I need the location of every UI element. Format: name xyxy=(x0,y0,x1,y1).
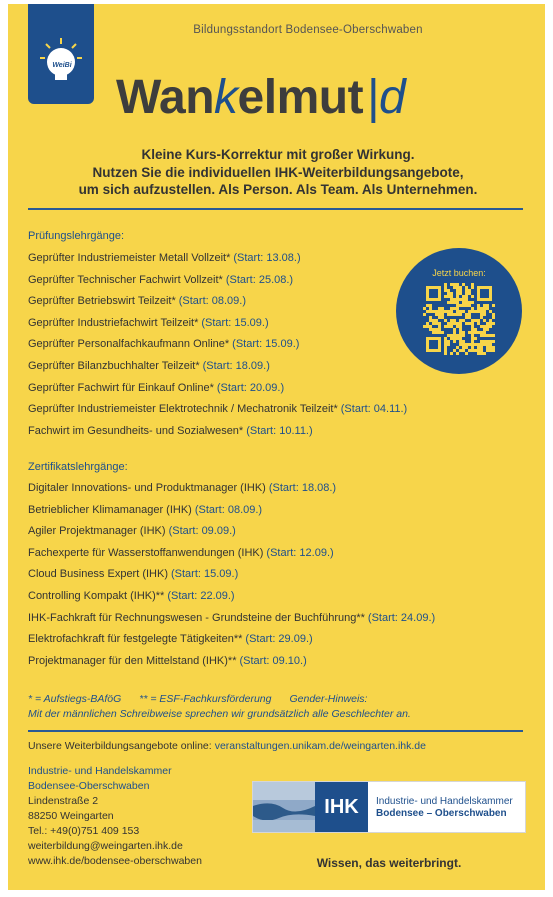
course-start-date: (Start: 18.08.) xyxy=(268,482,337,494)
title-part-2: k xyxy=(214,71,238,124)
course-name: Projektmanager für den Mittelstand (IHK)** xyxy=(28,654,237,667)
course-name: IHK-Fachkraft für Rechnungswesen - Grundsteine der Buchführung** xyxy=(28,611,365,624)
course-item xyxy=(28,612,435,624)
ihk-logo-line: Bodensee – Oberschwaben xyxy=(376,808,507,819)
course-start-date: (Start: 15.09.) xyxy=(171,568,239,581)
title-part-1: Wan xyxy=(116,71,215,124)
course-name: Fachexperte für Wasserstoffanwendungen (IHK) xyxy=(28,546,264,559)
course-name: Betrieblicher Klimamanager (IHK) xyxy=(28,503,192,516)
course-start-date: (Start: 18.09.) xyxy=(202,360,270,372)
course-item xyxy=(28,525,236,537)
address-street: Lindenstraße 2 xyxy=(28,795,99,807)
course-name: Geprüfter Fachwirt für Einkauf Online* xyxy=(28,381,214,394)
slogan: Wissen, das weiterbringt. xyxy=(316,856,462,870)
course-name: Digitaler Innovations- und Produktmanager (IHK) xyxy=(28,482,266,494)
course-start-date: (Start: 10.11.) xyxy=(246,424,313,437)
footnote-gender-title: Gender-Hinweis: xyxy=(289,693,368,705)
qr-code-icon[interactable] xyxy=(423,283,495,355)
course-name: Geprüfter Industriemeister Elektrotechnik / Mechatronik Teilzeit* xyxy=(28,403,338,416)
course-start-date: (Start: 20.09.) xyxy=(216,381,285,394)
intro-line: Kleine Kurs-Korrektur mit großer Wirkung. xyxy=(141,147,415,162)
course-item xyxy=(28,590,235,602)
course-start-date: (Start: 12.09.) xyxy=(266,546,334,559)
address-phone: Tel.: +49(0)751 409 153 xyxy=(28,825,140,837)
ihk-logo xyxy=(252,781,526,833)
ihk-logo-box: IHK xyxy=(315,782,368,832)
intro-line: um sich aufzustellen. Als Person. Als Team. Als Unternehmen. xyxy=(78,182,478,197)
lightbulb-icon xyxy=(40,38,82,82)
course-item xyxy=(28,382,284,394)
course-name: Fachwirt im Gesundheits- und Sozialwesen* xyxy=(28,424,244,437)
course-name: Geprüfter Bilanzbuchhalter Teilzeit* xyxy=(28,360,200,372)
course-name: Elektrofachkraft für festgelegte Tätigkeiten** xyxy=(28,633,243,646)
weibi-badge xyxy=(28,4,94,104)
divider xyxy=(28,208,523,210)
course-name: Cloud Business Expert (IHK) xyxy=(28,568,168,581)
course-item xyxy=(28,482,336,494)
course-item xyxy=(28,504,262,516)
course-start-date: (Start: 09.10.) xyxy=(239,654,307,667)
course-item xyxy=(28,295,246,307)
address-org: Industrie- und Handelskammer xyxy=(28,765,172,777)
course-name: Geprüfter Industriefachwirt Teilzeit* xyxy=(28,316,199,329)
footnote xyxy=(28,692,528,722)
campaign-title xyxy=(116,70,405,125)
address-web[interactable]: www.ihk.de/bodensee-oberschwaben xyxy=(28,855,202,867)
course-name: Geprüfter Personalfachkaufmann Online* xyxy=(28,338,230,351)
course-start-date: (Start: 13.08.) xyxy=(233,252,301,264)
title-separator: | xyxy=(367,71,380,124)
intro-line: Nutzen Sie die individuellen IHK-Weiterbildungsangebote, xyxy=(92,164,464,180)
address-org: Bodensee-Oberschwaben xyxy=(28,780,150,792)
course-start-date: (Start: 25.08.) xyxy=(225,273,294,286)
course-item xyxy=(28,317,269,329)
course-item xyxy=(28,655,307,667)
course-start-date: (Start: 09.09.) xyxy=(168,525,236,538)
online-info xyxy=(28,740,426,752)
footnote-gender-text: Mit der männlichen Schreibweise sprechen wir grundsätzlich alle Geschlechter an. xyxy=(28,708,411,720)
qr-booking-badge[interactable] xyxy=(396,248,522,374)
course-start-date: (Start: 08.09.) xyxy=(178,295,247,308)
course-item xyxy=(28,633,313,645)
course-item xyxy=(28,338,299,350)
online-link[interactable]: veranstaltungen.unikam.de/weingarten.ihk.de xyxy=(214,740,426,752)
course-item xyxy=(28,547,334,559)
pruefung-heading: Prüfungslehrgänge: xyxy=(28,230,125,242)
course-item xyxy=(28,360,270,372)
ihk-logo-line: Industrie- und Handelskammer xyxy=(376,796,513,807)
contact-address xyxy=(28,764,202,869)
course-start-date: (Start: 29.09.) xyxy=(245,633,313,646)
course-start-date: (Start: 22.09.) xyxy=(167,590,235,602)
course-name: Geprüfter Betriebswirt Teilzeit* xyxy=(28,295,176,308)
location-header: Bildungsstandort Bodensee-Oberschwaben xyxy=(193,24,423,36)
course-name: Controlling Kompakt (IHK)** xyxy=(28,590,165,602)
divider xyxy=(28,730,523,732)
title-part-3: elmut xyxy=(237,71,364,124)
course-start-date: (Start: 15.09.) xyxy=(201,316,269,329)
badge-label: WeiBi xyxy=(52,62,72,69)
address-email[interactable]: weiterbildung@weingarten.ihk.de xyxy=(28,840,183,852)
course-start-date: (Start: 24.09.) xyxy=(367,611,436,624)
lake-photo xyxy=(253,782,315,832)
course-name: Geprüfter Technischer Fachwirt Vollzeit* xyxy=(28,273,223,286)
course-item xyxy=(28,252,301,264)
course-item xyxy=(28,568,238,580)
course-name: Geprüfter Industriemeister Metall Vollzeit* xyxy=(28,252,231,264)
ihk-logo-name xyxy=(376,796,513,820)
course-start-date: (Start: 04.11.) xyxy=(340,403,408,416)
flyer xyxy=(8,4,545,890)
qr-label: Jetzt buchen: xyxy=(432,268,486,278)
footnote-bafoeg: * = Aufstiegs-BAföG xyxy=(28,693,122,705)
title-part-4: d xyxy=(379,71,406,124)
footnote-esf: ** = ESF-Fachkursförderung xyxy=(139,693,272,705)
intro-text xyxy=(28,146,528,199)
course-name: Agiler Projektmanager (IHK) xyxy=(28,525,166,538)
course-start-date: (Start: 08.09.) xyxy=(194,503,263,516)
course-item xyxy=(28,274,293,286)
online-text: Unsere Weiterbildungsangebote online: xyxy=(28,740,212,752)
course-start-date: (Start: 15.09.) xyxy=(232,338,300,351)
course-item xyxy=(28,403,407,415)
zertifikat-heading: Zertifikatslehrgänge: xyxy=(28,461,128,473)
address-city: 88250 Weingarten xyxy=(28,810,114,822)
course-item xyxy=(28,425,313,437)
